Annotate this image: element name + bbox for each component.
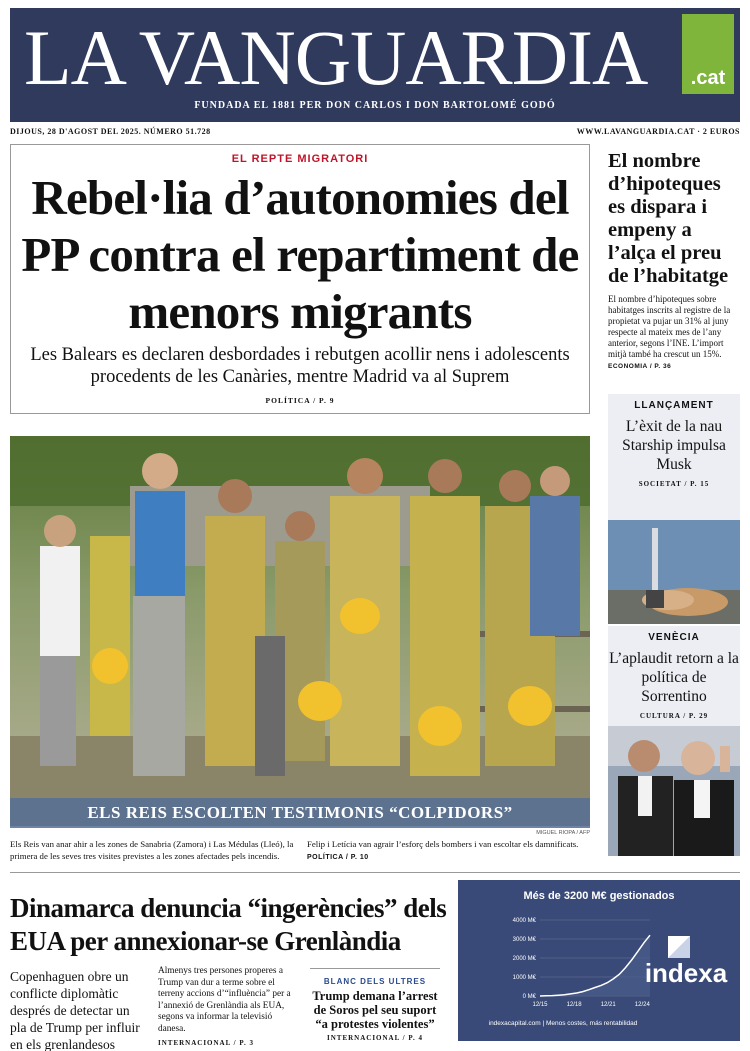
- sorrentino-box: [608, 626, 740, 726]
- starship-headline: L’èxit de la nau Starship impulsa Musk: [622, 418, 726, 473]
- photo-credit: MIGUEL RIOPA / AFP: [536, 830, 590, 836]
- issue-date: DIJOUS, 28 D'AGOST DEL 2025. NÚMERO 51.728: [10, 127, 211, 136]
- starship-box: [608, 394, 740, 520]
- denmark-body: [158, 966, 294, 1050]
- starship-kicker: LLANÇAMENT: [634, 400, 714, 411]
- lead-deck: Les Balears es declaren desbordades i rebutgen acollir nens i adolescents procedents de les Canàries, mentre Madrid va al Suprem: [30, 345, 570, 387]
- denmark-deck: Copenhaguen obre un conflicte diplomàtic després de detectar un pla de Trump per influir en els grenlandesos: [10, 969, 140, 1051]
- y-tick-label: 4000 M€: [512, 918, 536, 924]
- photo-caption-section: POLÍTICA / P. 10: [307, 854, 369, 861]
- ad-headline: Més de 3200 M€ gestionados: [523, 890, 675, 902]
- section-divider: [10, 872, 740, 873]
- main-photo: [10, 436, 590, 826]
- masthead: [10, 8, 740, 122]
- masthead-founded: FUNDADA EL 1881 PER DON CARLOS I DON BARTOLOMÉ GODÓ: [194, 100, 556, 111]
- people-illustration: [608, 726, 740, 856]
- soros-section: INTERNACIONAL / P. 4: [327, 1034, 423, 1042]
- lead-section: POLÍTICA / P. 9: [265, 396, 335, 405]
- denmark-body-text: Almenys tres persones properes a Trump van dur a terme sobre el terreny accions d’“influència” per a l’annexió de Grenlàndia als EUA, segons va informar la televisió danesa.: [158, 966, 291, 1034]
- denmark-section: INTERNACIONAL / P. 3: [158, 1039, 254, 1047]
- sorrentino-kicker: VENÈCIA: [648, 632, 700, 643]
- x-tick-label: 12/24: [634, 1002, 650, 1008]
- x-tick-label: 12/15: [532, 1002, 548, 1008]
- firefighters-photo-illustration: [10, 436, 590, 826]
- indexa-logo-icon: [668, 936, 690, 958]
- y-tick-label: 0 M€: [522, 994, 536, 1000]
- y-tick-label: 3000 M€: [512, 937, 536, 943]
- sorrentino-section: CULTURA / P. 29: [639, 712, 709, 720]
- x-tick-label: 12/21: [600, 1002, 616, 1008]
- dateline: [10, 127, 740, 136]
- rocket-illustration: [608, 520, 740, 624]
- masthead-title: LA VANGUARDIA: [24, 14, 648, 101]
- sidebar-mortgages: [608, 150, 740, 372]
- photo-caption: [10, 838, 592, 864]
- sorrentino-photo: [608, 726, 740, 856]
- indexa-ad[interactable]: [458, 880, 740, 1041]
- photo-caption-text: Els Reis van anar ahir a les zones de Sanabria (Zamora) i Las Médulas (Lleó), la primera de les seves tres visites previstes a les zones afectades pels incendis. Felip i Letícia van agrair l’esforç dels bombers i van escoltar els damnificats.: [10, 839, 579, 861]
- photo-caption-bar: ELS REIS ESCOLTEN TESTIMONIS “COLPIDORS”: [10, 798, 590, 828]
- mortgages-section: ECONOMIA / P. 36: [608, 363, 672, 370]
- lead-kicker: EL REPTE MIGRATORI: [231, 153, 369, 165]
- soros-kicker: BLANC DELS ULTRES: [323, 977, 427, 986]
- denmark-story: [10, 892, 450, 958]
- y-tick-label: 2000 M€: [512, 956, 536, 962]
- sorrentino-headline: L’aplaudit retorn a la política de Sorrentino: [609, 650, 739, 705]
- ad-chart: [488, 908, 658, 1018]
- lead-headline: Rebel·lia d’autonomies del PP contra el repartiment de menors migrants: [21, 170, 579, 339]
- url-price: WWW.LAVANGUARDIA.CAT · 2 EUROS: [576, 127, 740, 136]
- y-tick-label: 1000 M€: [512, 975, 536, 981]
- x-tick-label: 12/18: [566, 1002, 582, 1008]
- mortgages-body: El nombre d’hipoteques sobre habitatges inscrits al registre de la propietat va pujar un 31% al juny respecte al mateix mes de l’any anterior, segons l’INE. L’import mitjà també ha crescut un 15%. ECONOMIA / P. 36: [608, 294, 731, 370]
- lead-story: [10, 144, 590, 414]
- ad-footer: indexacapital.com | Menos costes, más rentabilidad: [488, 1020, 638, 1027]
- ad-brand: indexa: [644, 958, 728, 988]
- soros-brief: [310, 968, 440, 1042]
- soros-headline: Trump demana l’arrest de Soros pel seu suport “a protestes violentes”: [312, 989, 438, 1031]
- mortgages-headline: El nombre d’hipoteques es dispara i empeny a l’alça el preu de l’habitatge: [608, 150, 729, 287]
- starship-photo: [608, 520, 740, 624]
- masthead-cat-badge: .cat: [682, 14, 734, 94]
- denmark-headline: Dinamarca denuncia “ingerències” dels EUA per annexionar-se Grenlàndia: [10, 893, 447, 956]
- starship-section: SOCIETAT / P. 15: [638, 480, 710, 488]
